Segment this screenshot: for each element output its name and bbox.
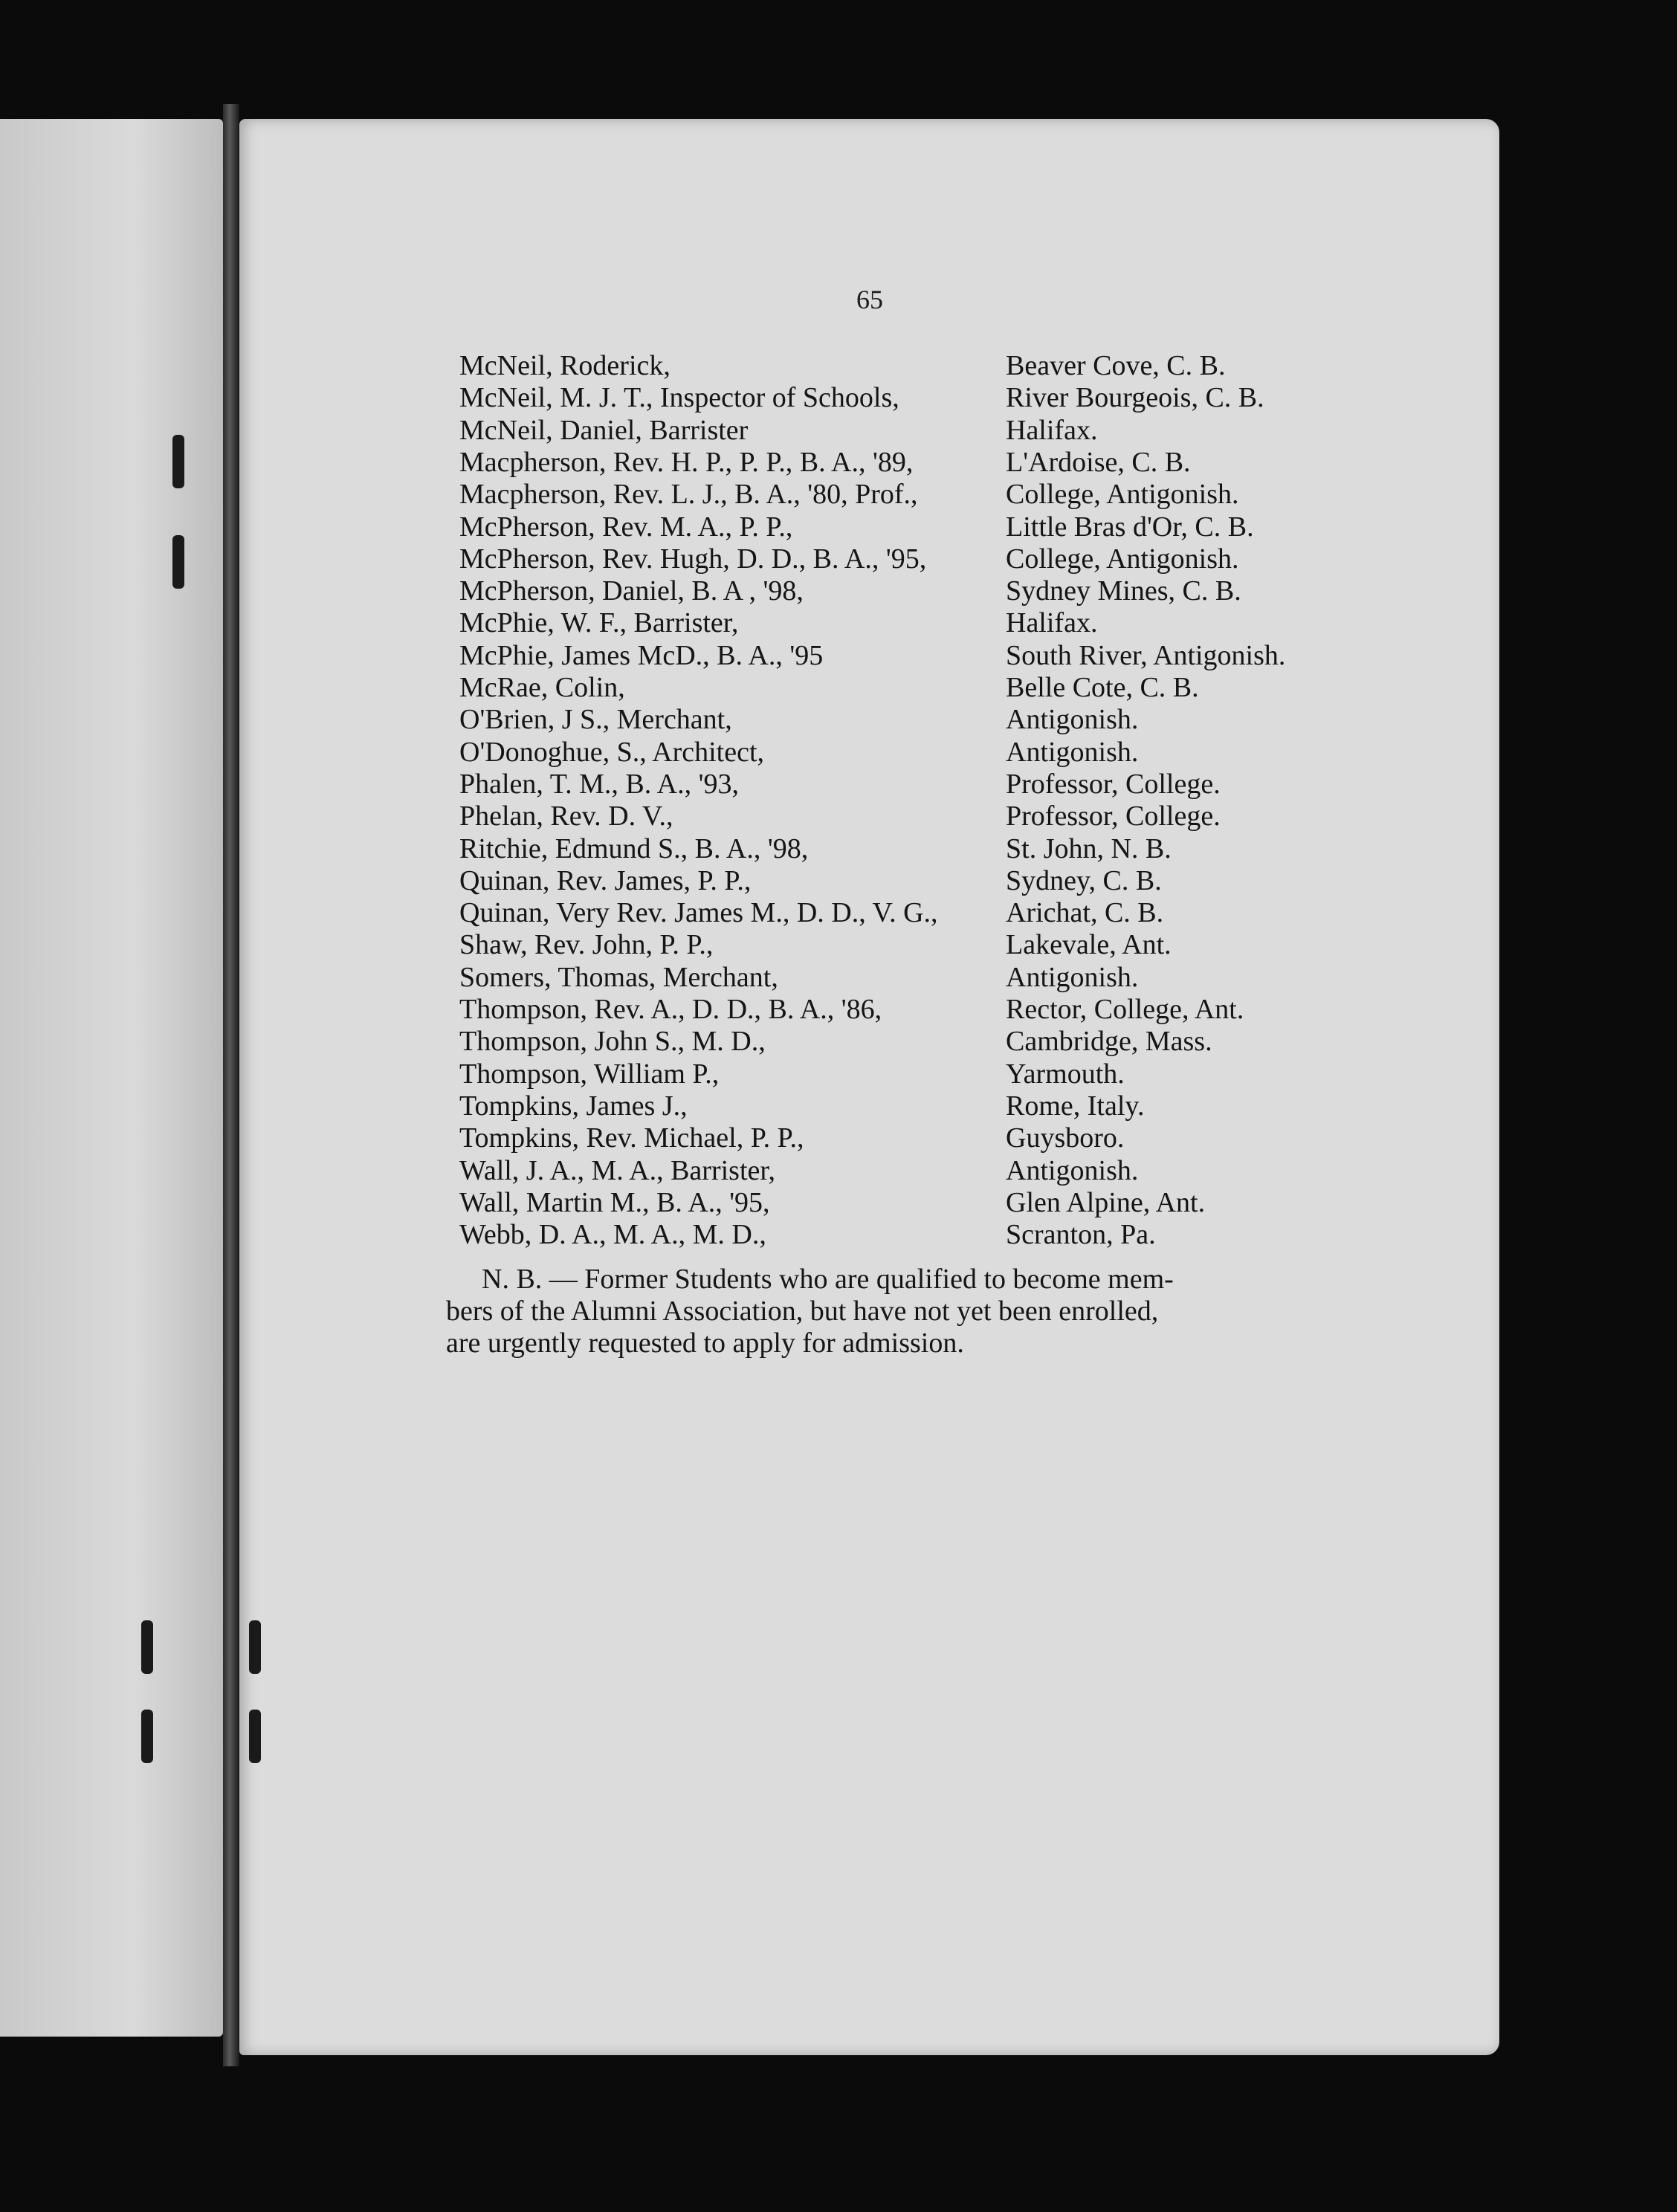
entry-name: Phelan, Rev. D. V., [459,801,673,832]
alumni-entry [459,1025,1292,1058]
entry-name: Tompkins, Rev. Michael, P. P., [459,1122,804,1154]
entry-name: Somers, Thomas, Merchant, [459,961,778,993]
entry-place: Beaver Cove, C. B. [1006,350,1226,381]
nota-bene-line: are urgently requested to apply for admission. [446,1327,964,1359]
entry-name: Thompson, William P., [459,1058,720,1090]
entry-name: Wall, J. A., M. A., Barrister, [459,1154,775,1186]
binding-hole [249,1710,261,1763]
binding-hole [172,435,184,488]
entry-place: St. John, N. B. [1006,832,1172,864]
entry-place: Scranton, Pa. [1006,1219,1156,1251]
alumni-entry [459,896,1292,929]
alumni-entry [459,1090,1292,1122]
nota-bene [446,1264,1279,1359]
page-number: 65 [856,285,883,314]
alumni-entry [459,1058,1292,1090]
entry-name: Macpherson, Rev. H. P., P. P., B. A., '89, [459,446,914,478]
entry-name: Quinan, Rev. James, P. P., [459,864,752,896]
entry-place: L'Ardoise, C. B. [1006,446,1191,478]
entry-place: Sydney, C. B. [1006,864,1162,896]
alumni-entry [459,607,1292,639]
entry-name: McPherson, Rev. Hugh, D. D., B. A., '95, [459,543,927,575]
alumni-entry [459,478,1292,511]
alumni-entry [459,543,1292,575]
entry-place: College, Antigonish. [1006,479,1239,511]
left-page [0,119,223,2037]
entry-place: Professor, College. [1006,801,1221,832]
alumni-entry [459,703,1292,736]
binding-hole [141,1710,153,1763]
entry-name: Quinan, Very Rev. James M., D. D., V. G., [459,897,938,929]
binding-hole [172,535,184,589]
entry-name: O'Brien, J S., Merchant, [459,704,732,736]
alumni-entry [459,864,1292,897]
alumni-entry [459,446,1292,479]
entry-name: Shaw, Rev. John, P. P., [459,929,714,961]
entry-place: Arichat, C. B. [1006,897,1164,929]
alumni-entry [459,349,1292,382]
entry-place: South River, Antigonish. [1006,639,1286,671]
entry-name: Webb, D. A., M. A., M. D., [459,1219,766,1251]
nota-bene-line: bers of the Alumni Association, but have not yet been enrolled, [446,1296,1159,1327]
alumni-entry [459,832,1292,865]
entry-place: Cambridge, Mass. [1006,1026,1212,1058]
entry-name: Ritchie, Edmund S., B. A., '98, [459,832,809,864]
binding-hole [249,1620,261,1674]
entry-name: Tompkins, James J., [459,1090,688,1122]
entry-place: Rector, College, Ant. [1006,994,1244,1025]
entry-place: Lakevale, Ant. [1006,929,1172,961]
entry-place: Little Bras d'Or, C. B. [1006,511,1254,543]
alumni-entry [459,671,1292,704]
alumni-entry [459,928,1292,961]
entry-name: McNeil, Roderick, [459,350,671,381]
alumni-entry [459,1122,1292,1154]
entry-name: McNeil, M. J. T., Inspector of Schools, [459,382,899,414]
alumni-entry [459,1186,1292,1219]
entry-name: McNeil, Daniel, Barrister [459,414,749,446]
alumni-entry [459,511,1292,543]
entry-place: Sydney Mines, C. B. [1006,575,1241,607]
entry-name: Thompson, John S., M. D., [459,1026,766,1058]
entry-name: O'Donoghue, S., Architect, [459,736,765,768]
nota-bene-line: N. B. — Former Students who are qualified to become mem- [482,1264,1174,1295]
entry-name: McPherson, Daniel, B. A , '98, [459,575,804,607]
binding-hole [141,1620,153,1674]
entry-place: Antigonish. [1006,736,1139,768]
entry-place: Halifax. [1006,414,1098,446]
entry-place: Belle Cote, C. B. [1006,672,1199,703]
book-gutter [223,104,239,2066]
entry-place: River Bourgeois, C. B. [1006,382,1264,414]
alumni-entry [459,575,1292,607]
alumni-entry [459,768,1292,801]
entry-name: McPherson, Rev. M. A., P. P., [459,511,793,543]
entry-place: Yarmouth. [1006,1058,1125,1090]
entry-name: Macpherson, Rev. L. J., B. A., '80, Prof., [459,479,918,511]
alumni-entry [459,1154,1292,1187]
entry-name: McPhie, James McD., B. A., '95 [459,639,824,671]
entry-place: College, Antigonish. [1006,543,1239,575]
alumni-entry [459,1218,1292,1251]
entry-place: Halifax. [1006,607,1098,639]
entry-place: Guysboro. [1006,1122,1125,1154]
entry-place: Antigonish. [1006,961,1139,993]
entry-place: Glen Alpine, Ant. [1006,1186,1206,1218]
alumni-entry [459,736,1292,769]
alumni-entry [459,800,1292,832]
entry-name: McPhie, W. F., Barrister, [459,607,739,639]
entry-name: Wall, Martin M., B. A., '95, [459,1186,770,1218]
alumni-entry [459,639,1292,672]
entry-place: Professor, College. [1006,768,1221,800]
alumni-entry [459,993,1292,1026]
entry-place: Rome, Italy. [1006,1090,1145,1122]
entry-name: Thompson, Rev. A., D. D., B. A., '86, [459,994,882,1025]
entry-place: Antigonish. [1006,704,1139,736]
alumni-entry [459,961,1292,994]
alumni-entry [459,381,1292,414]
entry-name: McRae, Colin, [459,672,625,703]
entry-place: Antigonish. [1006,1154,1139,1186]
entry-name: Phalen, T. M., B. A., '93, [459,768,739,800]
alumni-entry [459,414,1292,447]
